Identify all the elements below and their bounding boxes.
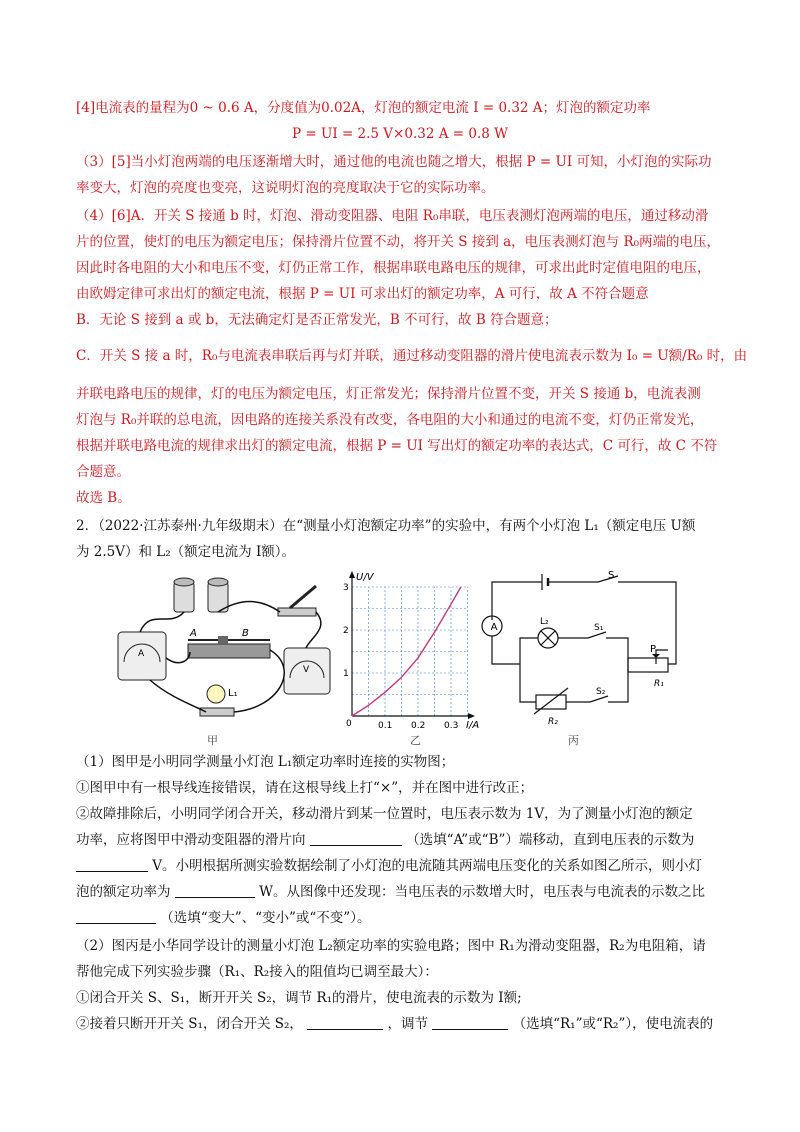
solution-line-c2: 并联电路电压的规律，灯的电压为额定电压，灯正常发光；保持滑片位置不变，开关 S 接通 b，电流表测 — [76, 386, 701, 402]
x-tick-label: 0.3 — [444, 721, 459, 730]
answer-blank-ratio-trend[interactable] — [76, 909, 156, 924]
x-axis-label: I/A — [466, 720, 480, 730]
switch-s-label: S — [608, 570, 615, 581]
part-2-intro-a: （2）图丙是小华同学设计的测量小灯泡 L₂额定功率的实验电路；图中 R₁为滑动变阻器，R₂为电阻箱，请 — [76, 938, 706, 954]
solution-line-c1: C．开关 S 接 a 时，R₀与电流表串联后再与灯并联，通过移动变阻器的滑片使电流表示数为 I₀ = U额/R₀ 时，由 — [76, 348, 748, 364]
part-1-step-2b — [76, 830, 694, 850]
solution-line-c5: 合题意。 — [76, 464, 130, 480]
solution-line-c3: 灯泡与 R₀并联的总电流，因电路的连接关系没有改变，各电阻的大小和通过的电流不变，灯仍正常发光， — [76, 412, 704, 428]
part-1-step-2c — [76, 856, 702, 876]
text-segment: W。从图像中还发现：当电压表的示数增大时，电压表与电流表的示数之比 — [259, 884, 705, 900]
text-segment: 泡的额定功率为 — [76, 884, 171, 900]
answer-blank-slider-direction[interactable] — [310, 831, 402, 846]
r2-label: R₂ — [548, 717, 558, 727]
x-tick-label: 0.1 — [378, 721, 393, 730]
x-tick-label: 0.2 — [411, 721, 426, 730]
answer-blank-operation[interactable] — [307, 1015, 383, 1030]
question-line-1: 2．（2022·江苏泰州·九年级期末）在“测量小灯泡额定功率”的实验中，有两个小灯泡 L₁（额定电压 U额 — [76, 518, 696, 534]
solution-line-4a: （4）[6]A．开关 S 接通 b 时，灯泡、滑动变阻器、电阻 R₀串联，电压表测灯泡两端的电压，通过移动滑 — [76, 208, 709, 224]
slider-p-label: P — [650, 644, 657, 655]
text-segment: （选填“A”或“B”）端移动，直到电压表的示数为 — [406, 832, 695, 848]
switch-s1-label: S₁ — [594, 623, 604, 633]
answer-blank-rated-voltage[interactable] — [76, 857, 148, 872]
solution-line-4d: 由欧姆定律可求出灯的额定电流，根据 P = UI 可求出灯的额定功率，A 可行，故 A 不符合题意 — [76, 286, 649, 302]
part-1-intro: （1）图甲是小明同学测量小灯泡 L₁额定功率时连接的实物图； — [76, 754, 455, 770]
text-segment: （选填“变大”、“变小”或“不变”）。 — [160, 910, 371, 926]
lamp-label: L₁ — [228, 688, 238, 699]
y-tick-label: 3 — [343, 583, 349, 593]
solution-line-4b: 片的位置，使灯的电压为额定电压；保持滑片位置不动，将开关 S 接到 a，电压表测灯泡与 R₀两端的电压， — [76, 234, 721, 250]
rheostat-end-b: B — [242, 628, 249, 639]
solution-line-c4: 根据并联电路电流的规律求出灯的额定电流，根据 P = UI 写出灯的额定功率的表达式，C 可行，故 C 不符 — [76, 438, 718, 454]
figure-bing-circuit — [478, 568, 688, 733]
solution-line-1: [4]电流表的量程为0 ~ 0.6 A，分度值为0.02A，灯泡的额定电流 I = 0.32 A；灯泡的额定功率 — [76, 100, 651, 116]
part-1-step-1: ①图甲中有一根导线连接错误，请在这根导线上打“×”，并在图中进行改正； — [76, 780, 534, 796]
figure-yi-caption: 乙 — [410, 734, 421, 747]
text-segment: （选填“R₁”或“R₂”），使电流表的 — [512, 1016, 714, 1032]
answer-blank-resistor-choice[interactable] — [432, 1015, 508, 1030]
power-equation: P = UI = 2.5 V×0.32 A = 0.8 W — [291, 126, 509, 142]
y-axis-arrow — [349, 571, 355, 578]
text-segment: 功率，应将图甲中滑动变阻器的滑片向 — [76, 832, 306, 848]
figure-jia — [110, 568, 335, 738]
solution-line-b: B．无论 S 接到 a 或 b，无法确定灯是否正常发光，B 不可行，故 B 符合题意； — [76, 312, 558, 328]
question-line-2: 为 2.5V）和 L₂（额定电流为 I额）。 — [76, 544, 296, 560]
part-2-step-2 — [76, 1014, 713, 1034]
origin-label: 0 — [346, 719, 352, 729]
figure-bing-caption: 丙 — [568, 734, 579, 747]
y-tick-label: 1 — [343, 669, 349, 679]
solution-line-3a: （3）[5]当小灯泡两端的电压逐渐增大时，通过他的电流也随之增大，根据 P = UI 可知，小灯泡的实际功 — [76, 154, 712, 170]
part-1-step-2e — [76, 908, 370, 928]
text-segment: V。小明根据所测实验数据绘制了小灯泡的电流随其两端电压变化的关系如图乙所示，则小灯 — [152, 858, 703, 874]
text-segment: ，调节 — [387, 1016, 428, 1032]
ammeter-label: A — [138, 649, 145, 659]
answer-blank-rated-power[interactable] — [175, 883, 255, 898]
voltmeter-label: V — [303, 665, 310, 675]
y-tick-label: 2 — [343, 626, 349, 636]
rheostat-end-a: A — [190, 628, 197, 639]
solution-line-3b: 率变大，灯泡的亮度也变亮，这说明灯泡的亮度取决于它的实际功率。 — [76, 180, 495, 196]
switch-s2-label: S₂ — [596, 687, 606, 697]
answer-line: 故选 B。 — [76, 490, 131, 506]
lamp-l2-label: L₂ — [540, 617, 549, 627]
solution-line-4c: 因此时各电阻的大小和电压不变，灯仍正常工作，根据串联电路电压的规律，可求出此时定值电阻的电压， — [76, 260, 711, 276]
x-axis-arrow — [468, 713, 475, 719]
part-1-step-2a: ②故障排除后，小明同学闭合开关，移动滑片到某一位置时，电压表示数为 1V，为了测量小灯泡的额定 — [76, 806, 693, 822]
part-2-step-1: ①闭合开关 S、S₁，断开开关 S₂，调节 R₁的滑片，使电流表的示数为 I额; — [76, 990, 522, 1006]
figure-jia-caption: 甲 — [207, 734, 218, 747]
part-1-step-2d — [76, 882, 705, 902]
part-2-intro-b: 帮他完成下列实验步骤（R₁、R₂接入的阻值均已调至最大）： — [76, 964, 438, 980]
y-axis-label: U/V — [356, 572, 374, 583]
r1-label: R₁ — [654, 679, 664, 689]
text-segment: ②接着只断开开关 S₁，闭合开关 S₂， — [76, 1016, 303, 1032]
circuit-ammeter-label: A — [490, 622, 498, 633]
figure-yi-graph — [330, 568, 480, 730]
